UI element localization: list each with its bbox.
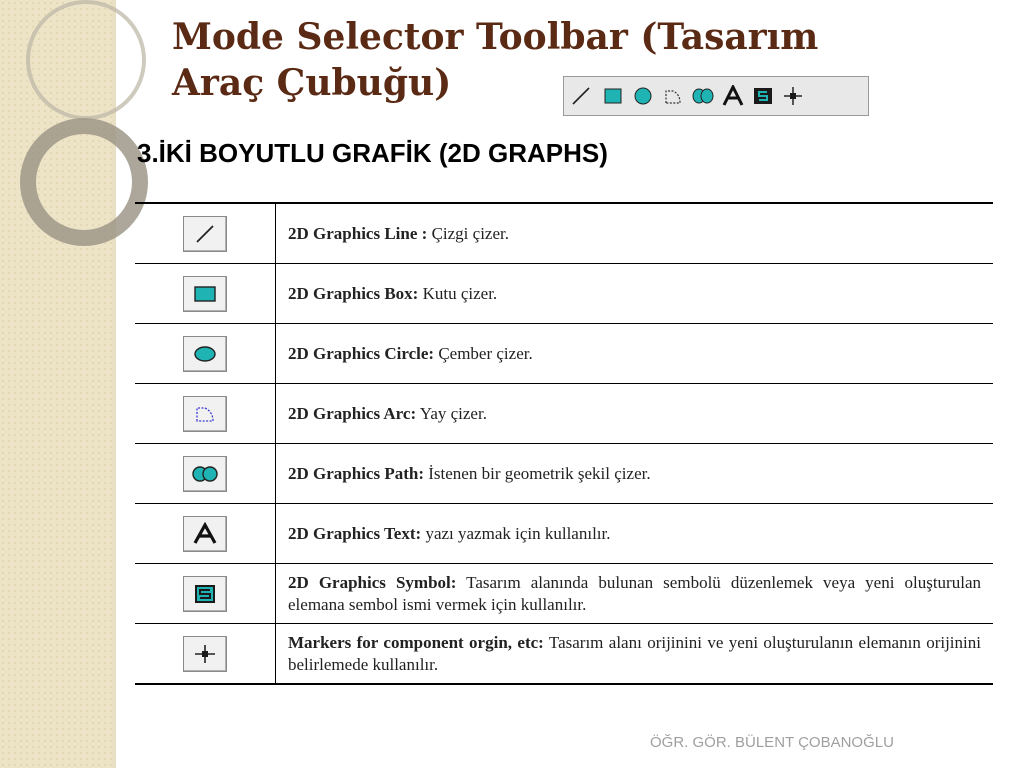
marker-icon bbox=[191, 642, 219, 666]
table-row bbox=[135, 264, 993, 324]
tool-name: 2D Graphics Text: bbox=[288, 523, 422, 543]
toolbar-arc-button[interactable] bbox=[660, 81, 686, 111]
toolbar-symbol-button[interactable] bbox=[750, 81, 776, 111]
decorative-ring-top bbox=[26, 0, 146, 120]
line-tool-icon-box bbox=[183, 216, 227, 252]
table-row bbox=[135, 324, 993, 384]
arc-icon bbox=[191, 402, 219, 426]
toolbar-box-button[interactable] bbox=[600, 81, 626, 111]
author-footer: ÖĞR. GÖR. BÜLENT ÇOBANOĞLU bbox=[650, 734, 894, 751]
arc-icon bbox=[662, 85, 684, 107]
circle-tool-icon-box bbox=[183, 336, 227, 372]
tool-name: 2D Graphics Box: bbox=[288, 283, 419, 303]
text-icon bbox=[722, 85, 744, 107]
sidebar-edge bbox=[112, 0, 116, 768]
tool-name: 2D Graphics Path: bbox=[288, 463, 424, 483]
path-tool-icon-box bbox=[183, 456, 227, 492]
title-line-2: Araç Çubuğu) bbox=[172, 62, 452, 104]
tool-description: Yay çizer. bbox=[416, 403, 487, 423]
line-icon bbox=[191, 222, 219, 246]
line-icon bbox=[570, 85, 592, 107]
table-row bbox=[135, 624, 993, 685]
toolbar-line-button[interactable] bbox=[568, 81, 594, 111]
tool-name: 2D Graphics Arc: bbox=[288, 403, 417, 423]
title-line-1: Mode Selector Toolbar (Tasarım bbox=[172, 16, 819, 58]
text-icon bbox=[191, 522, 219, 546]
decorative-ring-middle bbox=[20, 118, 148, 246]
graphics-tools-table bbox=[135, 202, 993, 685]
path-icon bbox=[190, 462, 220, 486]
text-tool-icon-box bbox=[183, 516, 227, 552]
table-row bbox=[135, 203, 993, 264]
tool-name: 2D Graphics Line : bbox=[288, 223, 428, 243]
tool-name: 2D Graphics Symbol: bbox=[288, 572, 457, 592]
symbol-tool-icon-box bbox=[183, 576, 227, 612]
mode-selector-toolbar bbox=[563, 76, 869, 116]
table-row bbox=[135, 504, 993, 564]
section-subtitle: 3.İKİ BOYUTLU GRAFİK (2D GRAPHS) bbox=[137, 138, 608, 168]
path-icon bbox=[691, 85, 715, 107]
table-row bbox=[135, 384, 993, 444]
tool-name: 2D Graphics Circle: bbox=[288, 343, 435, 363]
table-row bbox=[135, 564, 993, 624]
symbol-icon bbox=[191, 582, 219, 606]
tool-name: Markers for component orgin, etc: bbox=[288, 632, 544, 652]
marker-tool-icon-box bbox=[183, 636, 227, 672]
circle-icon bbox=[191, 342, 219, 366]
toolbar-marker-button[interactable] bbox=[780, 81, 806, 111]
box-icon bbox=[191, 282, 219, 306]
box-icon bbox=[602, 85, 624, 107]
box-tool-icon-box bbox=[183, 276, 227, 312]
tool-description: yazı yazmak için kullanılır. bbox=[421, 523, 611, 543]
marker-icon bbox=[782, 85, 804, 107]
tool-description: Çember çizer. bbox=[434, 343, 533, 363]
symbol-icon bbox=[752, 85, 774, 107]
toolbar-text-button[interactable] bbox=[720, 81, 746, 111]
table-row bbox=[135, 444, 993, 504]
arc-tool-icon-box bbox=[183, 396, 227, 432]
toolbar-circle-button[interactable] bbox=[630, 81, 656, 111]
tool-description: Tasarım alanında bulunan sembolü düzenlemek veya yeni oluşturulan elemana sembol ismi vermek için kullanılır. bbox=[288, 572, 981, 614]
tool-description: Kutu çizer. bbox=[418, 283, 498, 303]
tool-description: Çizgi çizer. bbox=[427, 223, 509, 243]
circle-icon bbox=[632, 85, 654, 107]
tool-description: Tasarım alanı orijinini ve yeni oluşturulanın elemanın orijinini belirlemede kullanılır. bbox=[288, 632, 981, 674]
toolbar-path-button[interactable] bbox=[690, 81, 716, 111]
tool-description: İstenen bir geometrik şekil çizer. bbox=[424, 463, 651, 483]
